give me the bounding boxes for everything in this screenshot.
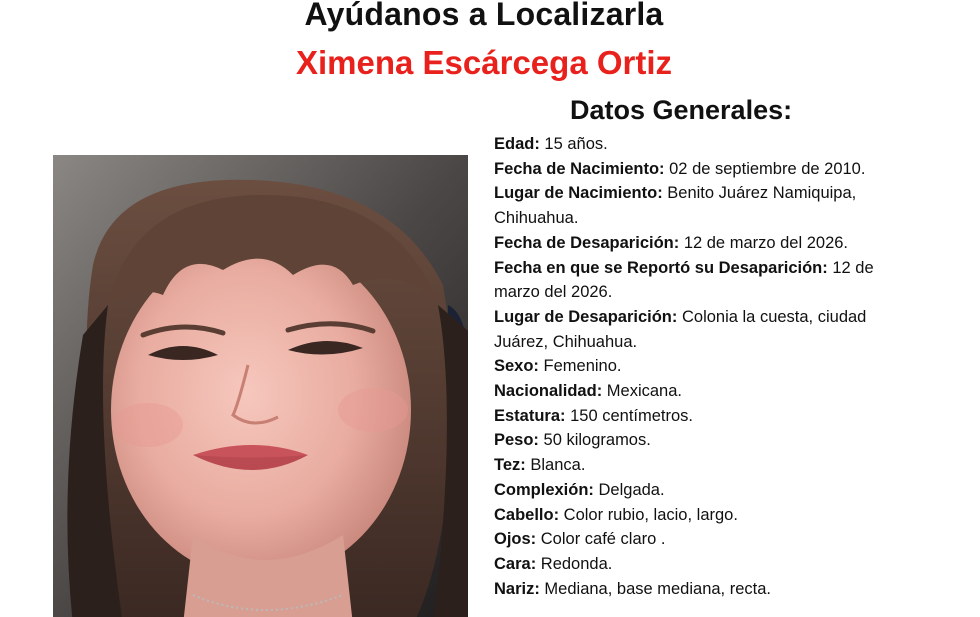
detail-value: Mexicana.: [602, 382, 682, 401]
detail-value: Redonda.: [536, 554, 613, 573]
flyer-title: Ayúdanos a Localizarla: [304, 0, 664, 32]
detail-label: Sexo:: [494, 357, 539, 376]
detail-value: Mediana, base mediana, recta.: [539, 579, 771, 598]
detail-row-ojos: [494, 527, 924, 552]
detail-value: Blanca.: [525, 456, 586, 475]
detail-value: 02 de septiembre de 2010.: [664, 159, 866, 178]
details-heading: Datos Generales:: [570, 95, 793, 125]
detail-row-peso: [494, 428, 924, 453]
person-photo: [53, 155, 468, 617]
detail-value: 15 años.: [539, 135, 608, 153]
detail-row-fecha-nacimiento: [494, 157, 924, 182]
detail-label: Ojos:: [494, 530, 537, 549]
detail-row-estatura: [494, 404, 924, 429]
detail-label: Fecha de Nacimiento:: [494, 159, 665, 178]
detail-row-tez: [494, 453, 924, 478]
detail-row-edad: [494, 132, 924, 157]
detail-row-fecha-desaparicion: [494, 231, 924, 256]
person-name: Ximena Escárcega Ortiz: [295, 44, 673, 81]
detail-label: Fecha de Desaparición:: [494, 233, 680, 252]
detail-value: Femenino.: [538, 357, 622, 376]
detail-value: 12 de marzo del 2026.: [679, 233, 849, 252]
detail-label: Edad:: [494, 135, 540, 153]
detail-label: Cabello:: [494, 505, 560, 524]
detail-value: Delgada.: [593, 480, 665, 499]
detail-label: Tez:: [494, 456, 526, 475]
detail-value: Colonia la cuesta, ciudad Juárez, Chihuahua.: [494, 307, 867, 351]
detail-value: 150 centímetros.: [565, 406, 694, 425]
detail-row-nariz: [494, 577, 924, 602]
detail-row-cabello: [494, 503, 924, 528]
detail-row-sexo: [494, 354, 924, 379]
detail-label: Complexión:: [494, 480, 594, 499]
detail-value: Benito Juárez Namiquipa, Chihuahua.: [494, 184, 857, 228]
detail-value: 12 de marzo del 2026.: [494, 258, 874, 302]
detail-label: Fecha en que se Reportó su Desaparición:: [494, 258, 828, 277]
detail-value: 50 kilogramos.: [538, 431, 651, 450]
detail-label: Lugar de Desaparición:: [494, 307, 678, 326]
detail-row-lugar-desaparicion: [494, 305, 924, 354]
detail-label: Estatura:: [494, 406, 566, 425]
detail-value: Color rubio, lacio, largo.: [559, 505, 738, 524]
detail-label: Nacionalidad:: [494, 382, 603, 401]
detail-row-complexion: [494, 478, 924, 503]
detail-row-cara: [494, 552, 924, 577]
detail-value: Color café claro .: [536, 530, 666, 549]
detail-row-fecha-reporte: [494, 256, 924, 305]
detail-label: Nariz:: [494, 579, 540, 598]
details-list: [494, 132, 924, 601]
detail-row-nacionalidad: [494, 379, 924, 404]
detail-label: Cara:: [494, 554, 537, 573]
detail-row-lugar-nacimiento: [494, 181, 924, 230]
detail-label: Lugar de Nacimiento:: [494, 184, 663, 203]
detail-label: Peso:: [494, 431, 539, 450]
